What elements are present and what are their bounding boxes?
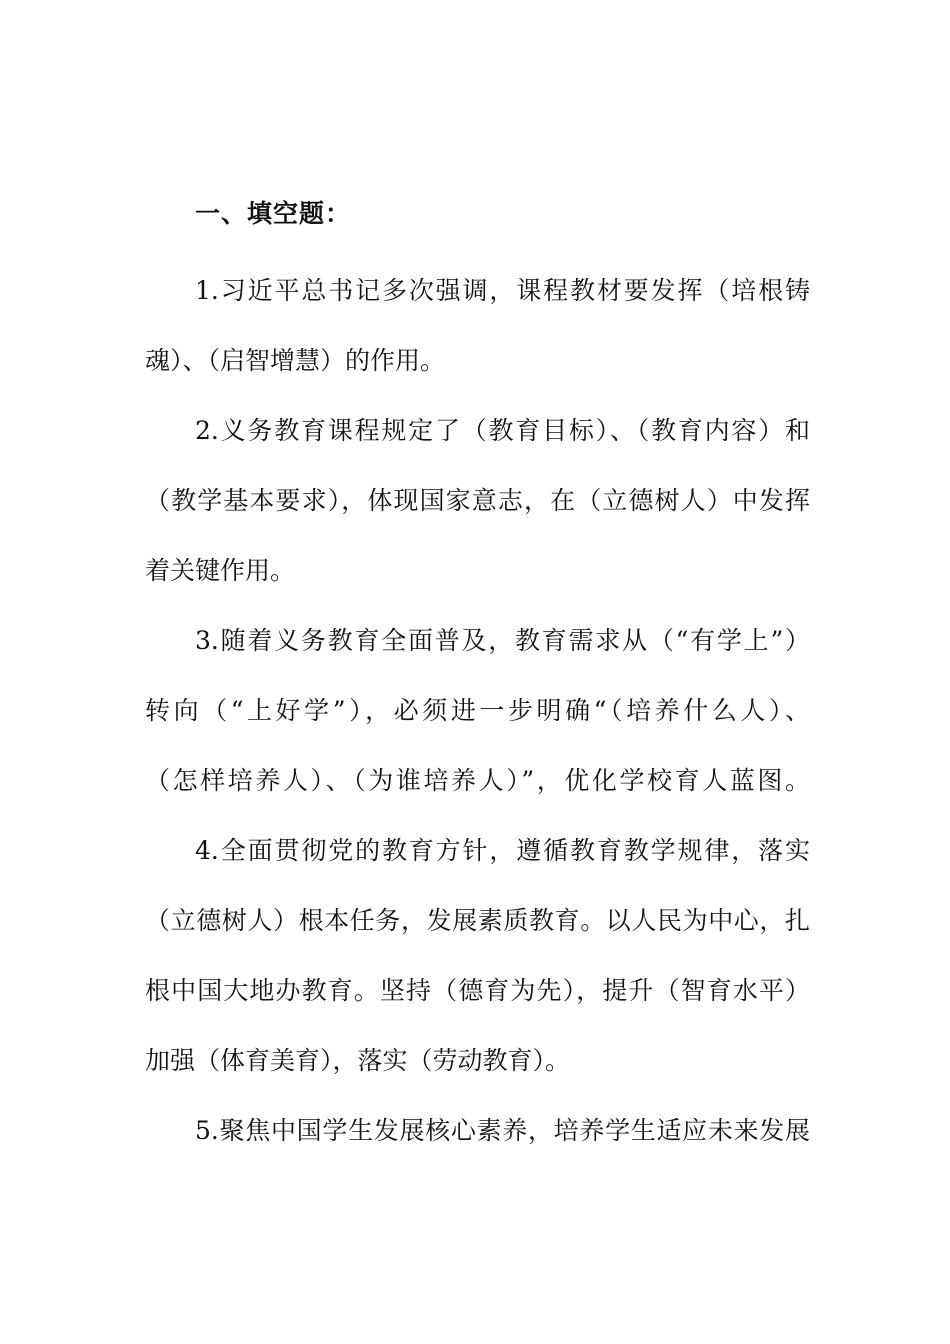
question-3 [145,611,810,821]
question-line: 着关键作用。 [145,556,296,585]
question-line: 1.习近平总书记多次强调，课程教材要发挥（培根铸 [195,276,810,305]
question-line: （怎样培养人）、（为谁培养人）”，优化学校育人蓝图。 [145,766,810,795]
question-line: 3.随着义务教育全面普及，教育需求从（“有学上”） [195,626,810,655]
question-line: 转向（“上好学”），必须进一步明确“（培养什么人）、 [145,696,810,725]
question-line: 5.聚焦中国学生发展核心素养，培养学生适应未来发展 [195,1116,810,1145]
question-line: 2.义务教育课程规定了（教育目标）、（教育内容）和 [195,416,810,445]
question-1 [145,261,810,401]
question-4 [145,821,810,1101]
question-line: 加强（体育美育），落实（劳动教育）。 [145,1046,571,1075]
section-heading: 一、填空题： [195,199,352,228]
question-line: 根中国大地办教育。坚持（德育为先），提升（智育水平） [145,976,810,1005]
question-line: 魂）、（启智增慧）的作用。 [145,346,446,375]
question-5 [145,1101,810,1171]
question-line: （教学基本要求），体现国家意志，在（立德树人）中发挥 [145,486,810,515]
question-2 [145,401,810,611]
question-line: 4.全面贯彻党的教育方针，遵循教育教学规律，落实 [195,836,810,865]
document-body [145,191,810,1171]
question-line: （立德树人）根本任务，发展素质教育。以人民为中心，扎 [145,906,810,935]
